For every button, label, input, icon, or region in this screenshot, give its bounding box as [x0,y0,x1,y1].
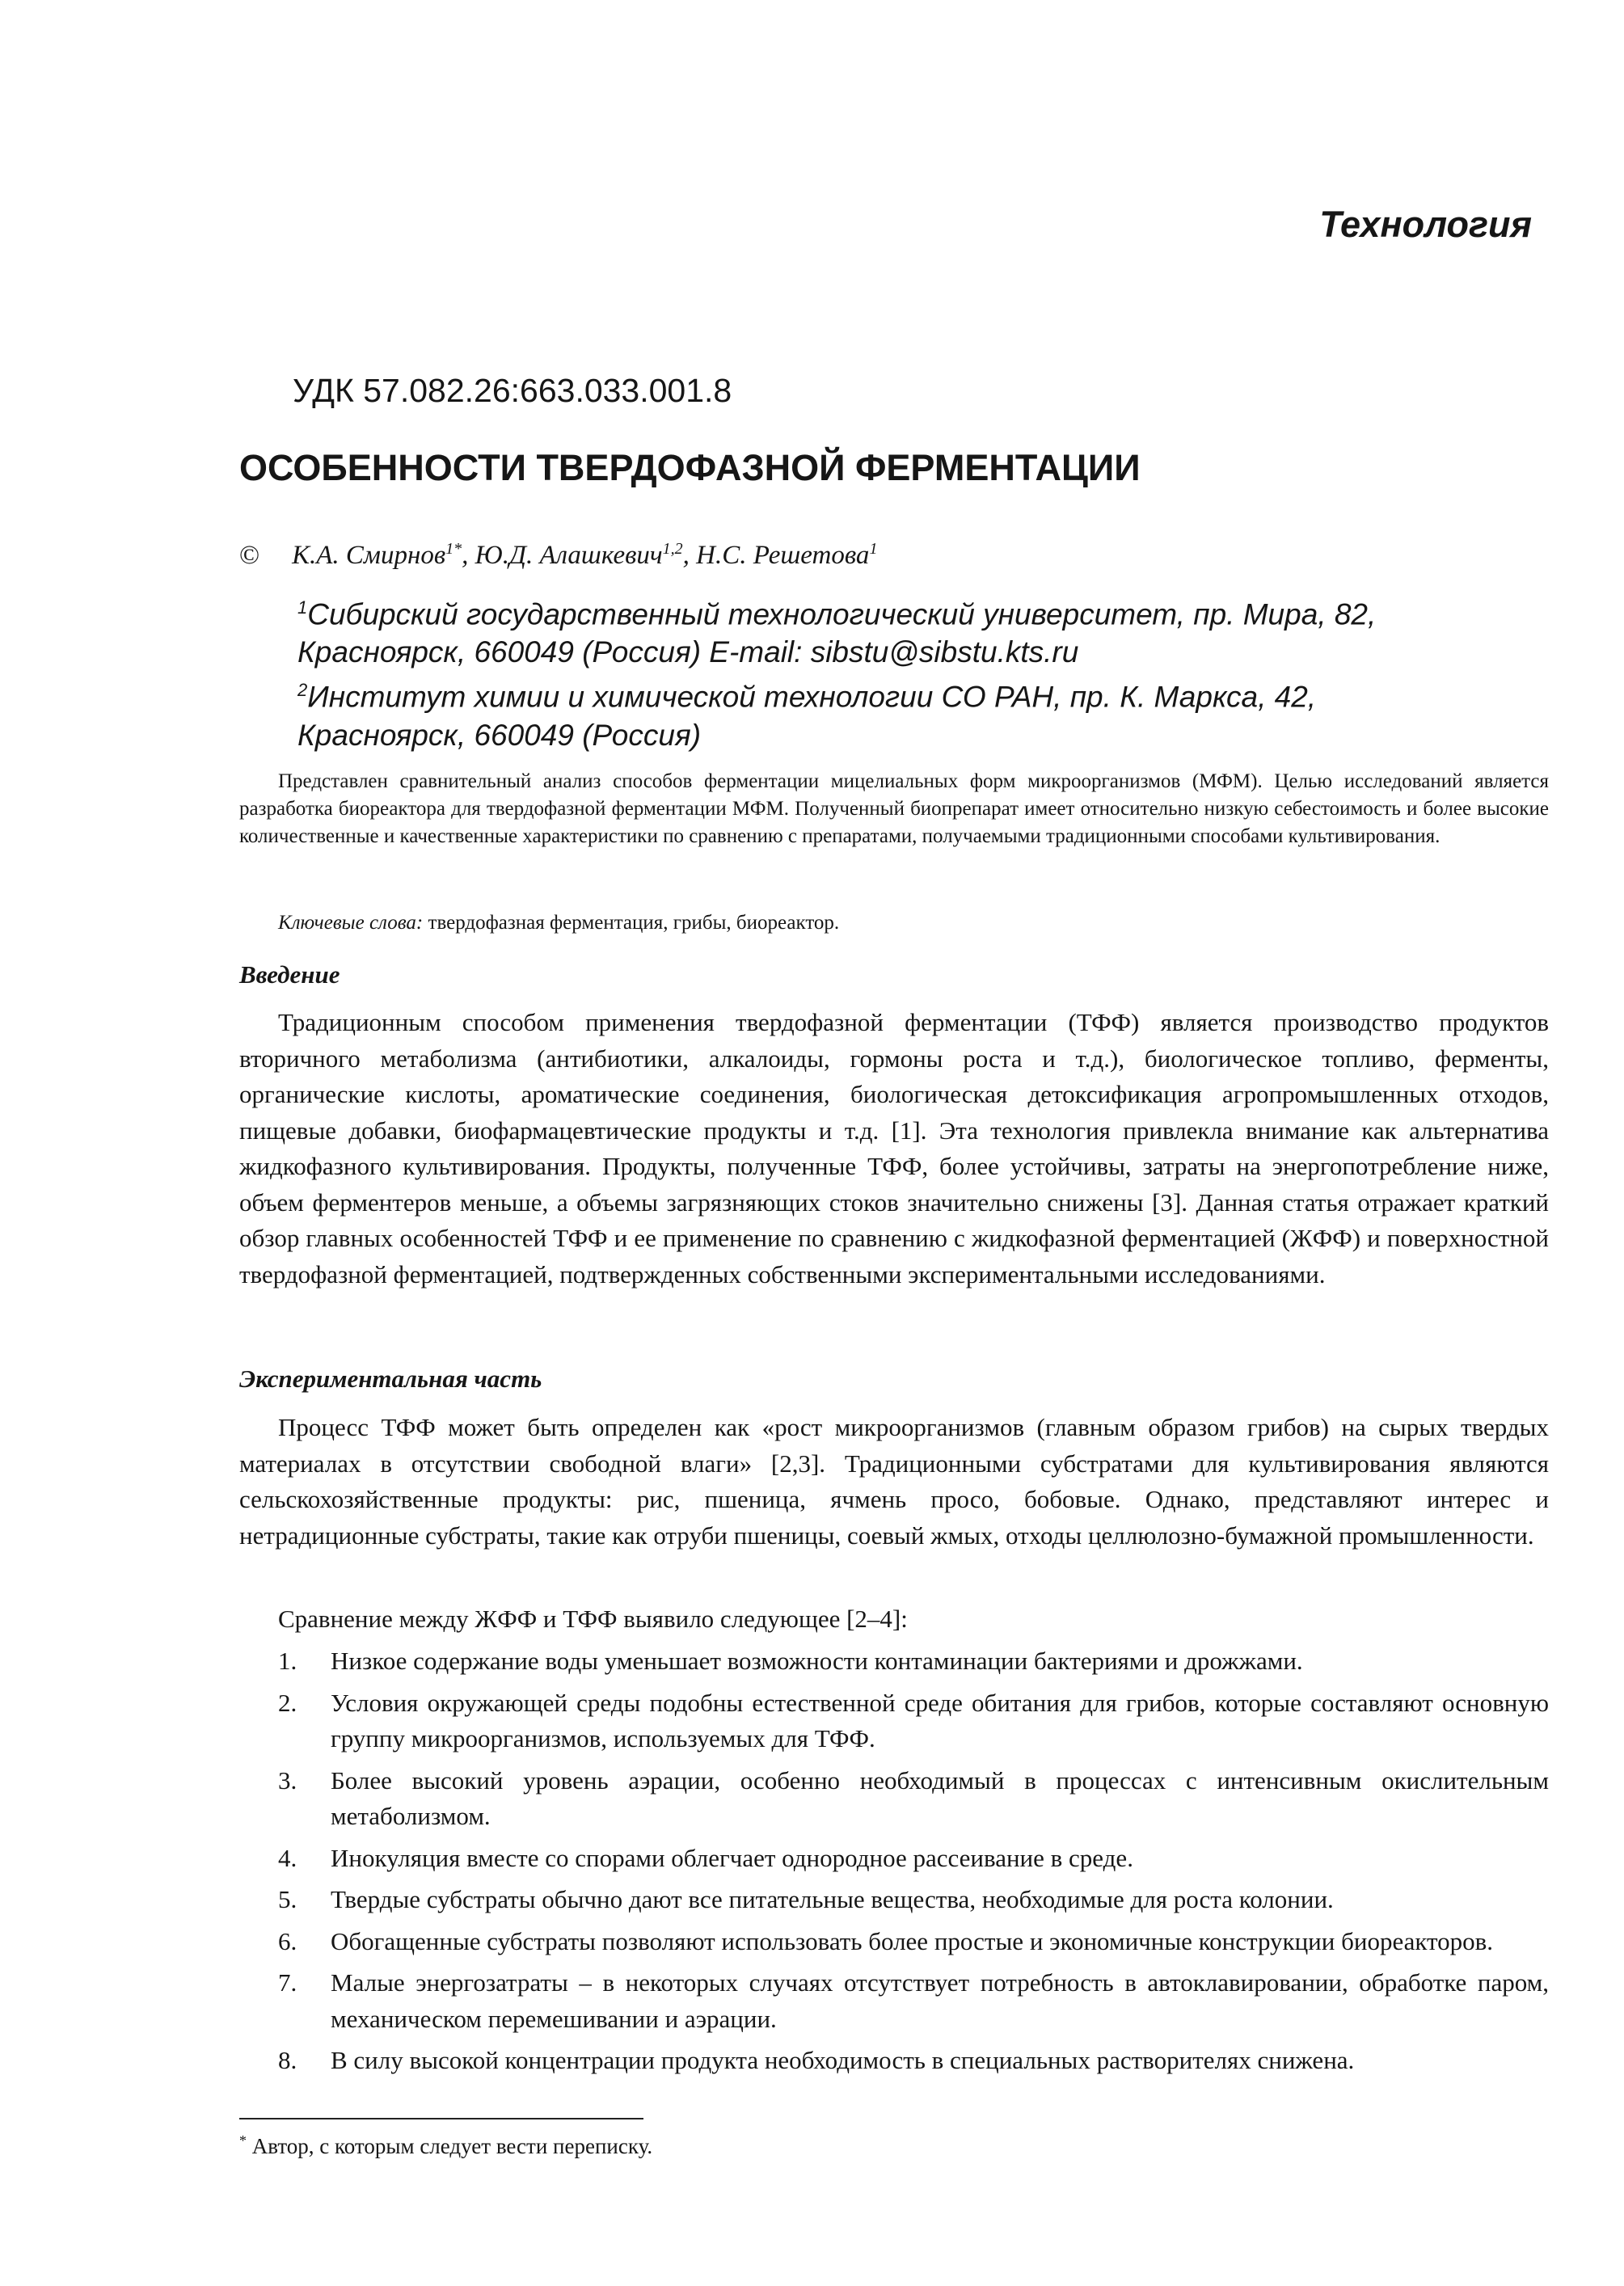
section-heading-introduction: Введение [239,960,340,989]
list-item: 7. Малые энергозатраты – в некоторых случаях отсутствует потребность в автоклавировании, обработке паром, механическом перемешивании и аэрации. [278,1968,1549,2033]
affiliation-2: $^2$Институт химии и химической технологии СО РАН, пр. К. Маркса, 42, [297,680,1317,714]
footnote [239,2132,652,2159]
keywords-text: твердофазная ферментация, грибы, биореактор. [428,912,840,934]
section-heading-experimental: Экспериментальная часть [239,1364,542,1393]
keywords-label: Ключевые слова: [278,912,424,934]
list-item: 4. Инокуляция вместе со спорами облегчает однородное рассеивание в среде. [278,1843,1133,1872]
footnote-mark: * [239,2132,247,2149]
affiliations [297,588,1445,754]
footnote-text: Автор, с которым следует вести переписку. [247,2134,653,2158]
copyright-sign: © [239,541,260,570]
affiliation-mark: 2 [297,680,308,701]
author-name: К.А. Смирнов [292,541,446,570]
list-item: 8. В силу высокой концентрации продукта необходимость в специальных растворителях снижена. [278,2046,1355,2074]
author-name: Н.С. Решетова [696,541,870,570]
journal-section-label: Технология [1319,204,1532,245]
affiliation-1-address: Красноярск, 660049 (Россия) E-mail: sibstu@sibstu.kts.ru [297,635,1079,669]
introduction-paragraph: Традиционным способом применения твердофазной ферментации (ТФФ) является производство продуктов вторичного метаболизма (антибиотики, алкалоиды, гормоны роста и т.д.), биологическое топливо, ферменты, органические кислоты, ароматические соединения, биологическая детоксификация агропромышленных отходов, пищевые добавки, биофармацевтические продукты и т.д. [1]. Эта технология привлекла внимание как альтернатива жидкофазного культивирования. Продукты, полученные ТФФ, более устойчивы, затраты на энергопотребление ниже, объем ферментеров меньше, а объемы загрязняющих стоков значительно снижены [3]. Данная статья отражает краткий обзор главных особенностей ТФФ и ее применение по сравнению с жидкофазной ферментацией (ЖФФ) и поверхностной твердофазной ферментацией, подтвержденных собственными экспериментальными исследованиями. [239,1008,1549,1289]
author-affiliation-mark: 1 [869,540,878,558]
affiliation-mark: 1 [297,597,308,618]
author-affiliation-mark: 1,2 [662,540,683,558]
list-item: 6. Обогащенные субстраты позволяют использовать более простые и экономичные конструкции биореакторов. [278,1926,1494,1955]
keywords [278,912,839,934]
author-line: © К.А. Смирнов$^{1*}$, Ю.Д. Алашкевич$^{1,2}$, Н.С. Решетова$^1$ [239,540,878,570]
comparison-list [239,1643,1549,2085]
author-affiliation-mark: 1* [445,540,462,558]
list-item: 3. Более высокий уровень аэрации, особенно необходимый в процессах с интенсивным окислительным метаболизмом. [278,1765,1549,1830]
affiliation-2-address: Красноярск, 660049 (Россия) [297,718,702,752]
list-item: 2. Условия окружающей среды подобны естественной среде обитания для грибов, которые составляют основную группу микроорганизмов, используемых для ТФФ. [278,1688,1549,1752]
list-item: 1. Низкое содержание воды уменьшает возможности контаминации бактериями и дрожжами. [278,1647,1303,1675]
affiliation-1: $^1$Сибирский государственный технологический университет, пр. Мира, 82, [297,597,1377,631]
article-title: ОСОБЕННОСТИ ТВЕРДОФАЗНОЙ ФЕРМЕНТАЦИИ [239,447,1141,488]
comparison-intro: Сравнение между ЖФФ и ТФФ выявило следующее [2–4]: [278,1605,908,1633]
footnote-divider [239,2118,643,2119]
author-name: Ю.Д. Алашкевич [475,541,663,570]
udk-code: УДК 57.082.26:663.033.001.8 [293,372,732,409]
experimental-paragraph: Процесс ТФФ может быть определен как «рост микроорганизмов (главным образом грибов) на сырых твердых материалах в отсутствии свободной влаги» [2,3]. Традиционными субстратами для культивирования являются сельскохозяйственные продукты: рис, пшеница, ячмень просо, бобовые. Однако, представляют интерес и нетрадиционные субстраты, такие как отруби пшеницы, соевый жмых, отходы целлюлозно-бумажной промышленности. [239,1413,1549,1550]
abstract: Представлен сравнительный анализ способов ферментации мицелиальных форм микроорганизмов (МФМ). Целью исследований является разработка биореактора для твердофазной ферментации МФМ. Полученный биопрепарат имеет относительно низкую себестоимость и более высокие количественные и качественные характеристики по сравнению с препаратами, получаемыми традиционными способами культивирования. [239,770,1549,847]
list-item: 5. Твердые субстраты обычно дают все питательные вещества, необходимые для роста колонии. [278,1885,1334,1913]
